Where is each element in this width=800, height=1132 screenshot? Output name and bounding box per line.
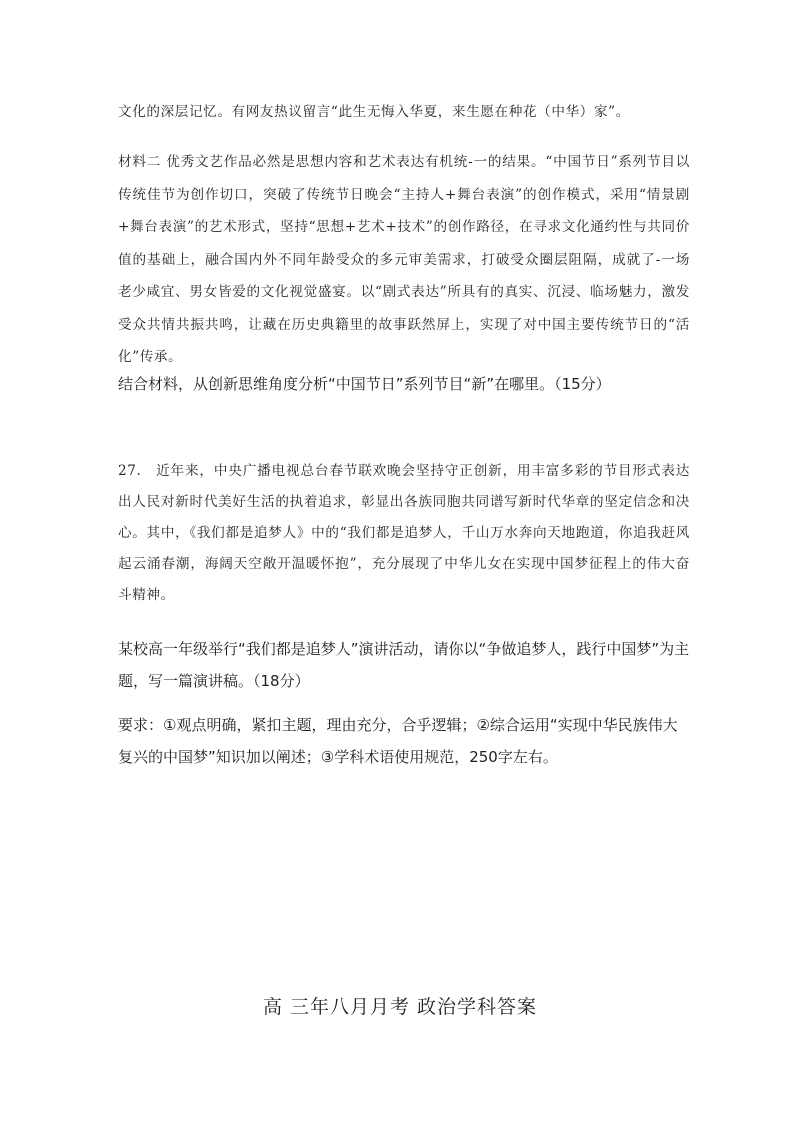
q26-material2: 材料二 优秀文艺作品必然是思想内容和艺术表达有机统-一的结果。“中国节日”系列节目以传统佳节为创作切口，突破了传统节日晚会“主持人+舞台表演”的创作模式，采用“情景剧+舞台表演”的艺术形式，坚持“思想+艺术+技术”的创作路径，在寻求文化通约性与共同价值的基础上，融合国内外不同年龄受众的多元审美需求，打破受众圈层阻隔，成就了-一场老少咸宜、男女皆爱的文化视觉盛宴。以“剧式表达”所具有的真实、沉浸、临场魅力，激发受众共情共振共鸣，让藏在历史典籍里的故事跃然屏上，实现了对中国主要传统节日的“活化”传承。 bbox=[118, 154, 690, 365]
q27-material: 27. 近年来，中央广播电视总台春节联欢晚会坚持守正创新，用丰富多彩的节目形式表达出人民对新时代美好生活的执着追求，彰显出各族同胞共同谱写新时代华章的坚定信念和决心。其中，《我们都是追梦人》中的“我们都是追梦人，千山万水奔向天地跑道，你追我赶风起云涌春潮，海阔天空敞开温暖怀抱”，充分展现了中华儿女在实现中国梦征程上的伟大奋斗精神。 bbox=[118, 463, 690, 603]
q27-requirements: 要求：①观点明确，紧扣主题，理由充分，合乎逻辑；②综合运用“实现中华民族伟大复兴的中国梦”知识加以阐述；③学科术语使用规范，250字左右。 bbox=[118, 716, 678, 766]
answer-section-title: 高 三年八月月考 政治学科答案 bbox=[262, 996, 538, 1018]
q26-material1-tail: 文化的深层记忆。有网友热议留言“此生无悔入华夏，来生愿在种花（中华）家”。 bbox=[118, 104, 630, 120]
q26-question: 结合材料，从创新思维角度分析“中国节日”系列节目“新”在哪里。（15分） bbox=[118, 375, 611, 393]
q27-task: 某校高一年级举行“我们都是追梦人”演讲活动，请你以“争做追梦人，践行中国梦”为主题，写一篇演讲稿。（18分） bbox=[118, 640, 690, 690]
